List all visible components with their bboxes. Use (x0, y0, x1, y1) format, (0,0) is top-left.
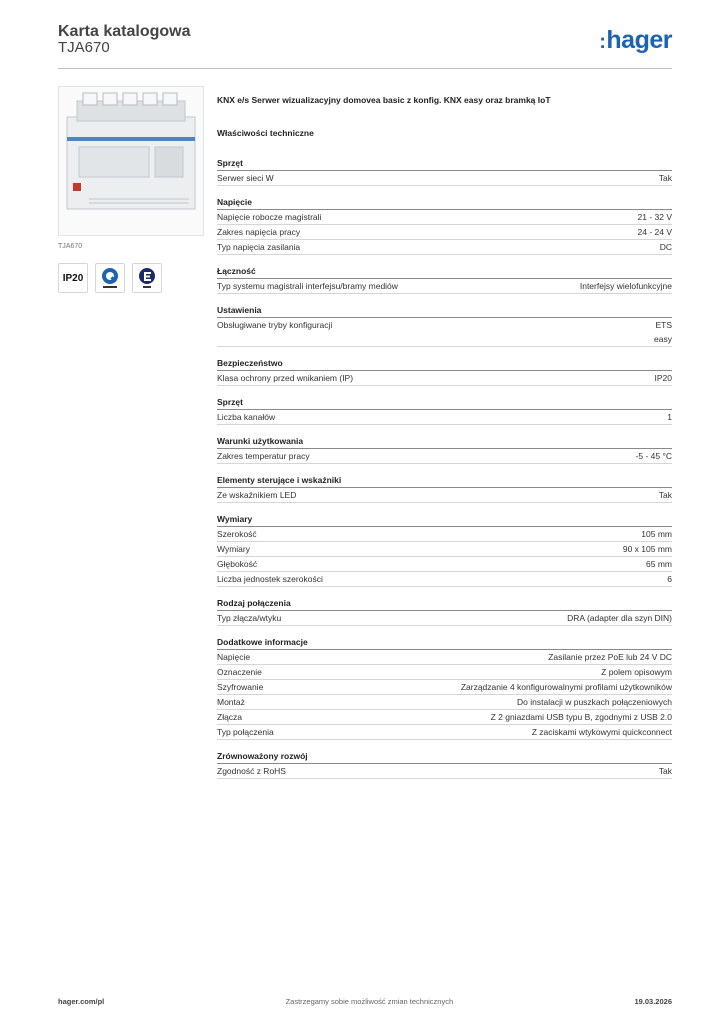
certification-badges (58, 263, 162, 293)
spec-value: Z 2 gniazdami USB typu B, zgodnymi z USB 2.0 (490, 712, 672, 722)
footer-date: 19.03.2026 (634, 997, 672, 1006)
spec-group-title: Wymiary (217, 512, 672, 527)
spec-label: Typ napięcia zasilania (217, 242, 301, 252)
spec-group-title: Rodzaj połączenia (217, 596, 672, 611)
spec-row (217, 572, 672, 587)
spec-value: ETS easy (654, 320, 672, 344)
spec-row (217, 279, 672, 294)
spec-label: Typ złącza/wtyku (217, 613, 282, 623)
spec-row (217, 764, 672, 779)
spec-group-title: Dodatkowe informacje (217, 635, 672, 650)
spec-label: Serwer sieci W (217, 173, 274, 183)
spec-value: Tak (658, 766, 672, 776)
spec-value: Interfejsy wielofunkcyjne (579, 281, 672, 291)
spec-row (217, 725, 672, 740)
spec-value: Z polem opisowym (601, 667, 672, 677)
hager-logo: :hager (599, 26, 672, 54)
spec-group-title: Łączność (217, 264, 672, 279)
footer-website: hager.com/pl (58, 997, 105, 1006)
spec-label: Głębokość (217, 559, 258, 569)
product-image (58, 86, 204, 236)
spec-row (217, 488, 672, 503)
spec-value: Do instalacji w puszkach połączeniowych (517, 697, 672, 707)
spec-group-title: Sprzęt (217, 395, 672, 410)
spec-value: 90 x 105 mm (622, 544, 672, 554)
energy-e-icon (134, 265, 160, 291)
spec-label: Zakres temperatur pracy (217, 451, 310, 461)
spec-label: Liczba kanałów (217, 412, 276, 422)
spec-row (217, 240, 672, 255)
product-name: KNX e/s Serwer wizualizacyjny domovea basic z konfig. KNX easy oraz bramką IoT (217, 95, 551, 105)
spec-value: Zasilanie przez PoE lub 24 V DC (548, 652, 672, 662)
spec-row (217, 710, 672, 725)
spec-group (217, 434, 672, 464)
spec-label: Klasa ochrony przed wnikaniem (IP) (217, 373, 354, 383)
spec-group (217, 512, 672, 587)
spec-row (217, 527, 672, 542)
page-header (58, 20, 672, 69)
spec-group-title: Elementy sterujące i wskaźniki (217, 473, 672, 488)
spec-value: 65 mm (646, 559, 672, 569)
product-code: TJA670 (58, 39, 110, 56)
spec-value: DRA (adapter dla szyn DIN) (567, 613, 672, 623)
spec-label: Liczba jednostek szerokości (217, 574, 323, 584)
spec-label: Napięcie (217, 652, 251, 662)
spec-row (217, 410, 672, 425)
spec-value: Tak (658, 490, 672, 500)
spec-label: Obsługiwane tryby konfiguracji (217, 320, 333, 330)
ip-rating-badge (58, 263, 88, 293)
section-heading: Właściwości techniczne (217, 128, 314, 138)
spec-row (217, 371, 672, 386)
footer-disclaimer: Zastrzegamy sobie możliwość zmian technicznych (285, 997, 454, 1006)
spec-value: 105 mm (641, 529, 672, 539)
spec-label: Typ połączenia (217, 727, 274, 737)
spec-label: Zakres napięcia pracy (217, 227, 301, 237)
spec-group (217, 635, 672, 740)
spec-value: 21 - 32 V (637, 212, 672, 222)
spec-value: -5 - 45 °C (635, 451, 672, 461)
spec-group (217, 156, 672, 186)
spec-value: IP20 (654, 373, 672, 383)
spec-group-title: Ustawienia (217, 303, 672, 318)
spec-group (217, 264, 672, 294)
spec-row (217, 318, 672, 347)
spec-row (217, 680, 672, 695)
spec-label: Oznaczenie (217, 667, 262, 677)
spec-label: Montaż (217, 697, 245, 707)
spec-value: DC (659, 242, 672, 252)
spec-row (217, 225, 672, 240)
spec-label: Ze wskaźnikiem LED (217, 490, 297, 500)
spec-value: Z zaciskami wtykowymi quickconnect (531, 727, 672, 737)
spec-row (217, 171, 672, 186)
spec-value: 24 - 24 V (637, 227, 672, 237)
spec-label: Szerokość (217, 529, 257, 539)
spec-label: Zgodność z RoHS (217, 766, 286, 776)
spec-row (217, 542, 672, 557)
spec-row (217, 611, 672, 626)
quality-q-badge (95, 263, 125, 293)
spec-group (217, 356, 672, 386)
spec-group (217, 473, 672, 503)
spec-group (217, 395, 672, 425)
spec-label: Wymiary (217, 544, 250, 554)
spec-value: Zarządzanie 4 konfigurowalnymi profilami użytkowników (460, 682, 672, 692)
spec-label: Napięcie robocze magistrali (217, 212, 322, 222)
ip-rating-text: IP20 (62, 272, 84, 284)
image-caption: TJA670 (58, 243, 83, 250)
spec-groups (217, 156, 672, 779)
spec-group (217, 596, 672, 626)
spec-label: Szyfrowanie (217, 682, 264, 692)
spec-group (217, 303, 672, 347)
spec-group-title: Bezpieczeństwo (217, 356, 672, 371)
spec-row (217, 557, 672, 572)
spec-row (217, 449, 672, 464)
logo-text: hager (606, 26, 672, 54)
spec-value: 1 (667, 412, 672, 422)
energy-e-badge (132, 263, 162, 293)
spec-group-title: Warunki użytkowania (217, 434, 672, 449)
knx-server-device-illustration (59, 87, 203, 235)
spec-label: Złącza (217, 712, 243, 722)
technical-specs (217, 95, 672, 788)
spec-group-title: Sprzęt (217, 156, 672, 171)
spec-group-title: Zrównoważony rozwój (217, 749, 672, 764)
spec-row (217, 210, 672, 225)
page-footer (58, 997, 672, 1006)
spec-row (217, 650, 672, 665)
spec-group (217, 749, 672, 779)
document-title: Karta katalogowa (58, 23, 191, 40)
spec-value: 6 (667, 574, 672, 584)
spec-row (217, 695, 672, 710)
spec-row (217, 665, 672, 680)
quality-q-icon (97, 265, 123, 291)
spec-group (217, 195, 672, 255)
spec-label: Typ systemu magistrali interfejsu/bramy mediów (217, 281, 398, 291)
spec-group-title: Napięcie (217, 195, 672, 210)
spec-value: Tak (658, 173, 672, 183)
